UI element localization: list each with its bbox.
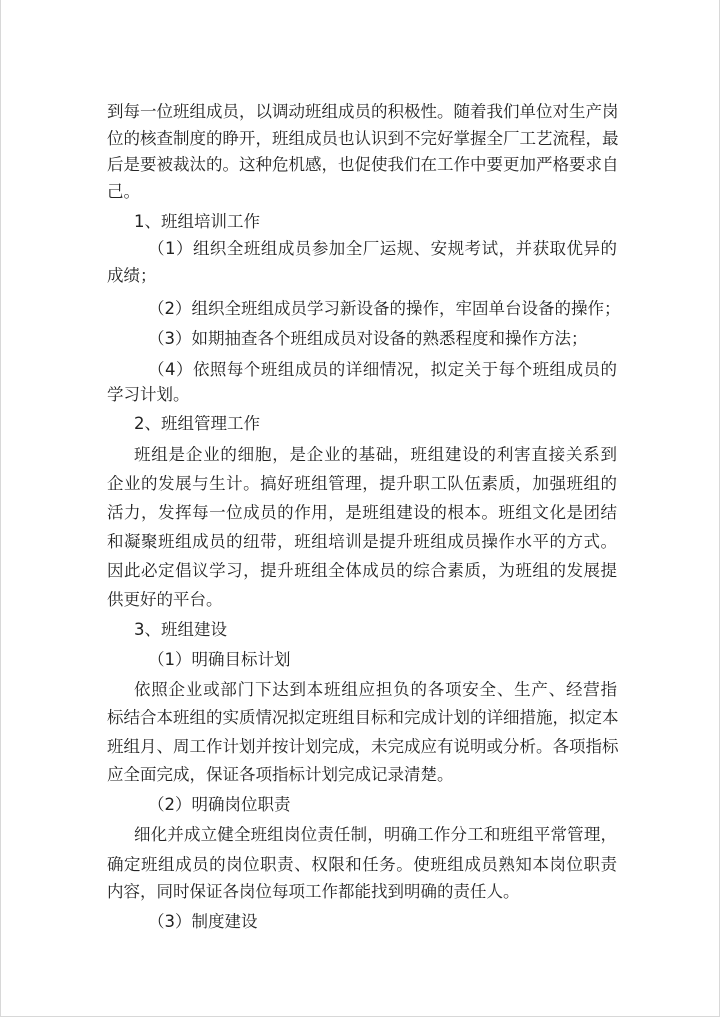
paragraph-line: 标结合本班组的实质情况拟定班组目标和完成计划的详细措施，拟定本 bbox=[107, 708, 619, 727]
paragraph-line: 和凝聚班组成员的纽带，班组培训是提升班组成员操作水平的方式。 bbox=[107, 532, 617, 551]
sub-heading: （1）明确目标计划 bbox=[148, 650, 291, 669]
paragraph-line: 班组月、周工作计划并按计划完成，未完成应有说明或分析。各项指标 bbox=[107, 737, 619, 756]
list-item: （3）如期抽查各个班组成员对设备的熟悉程度和操作方法； bbox=[148, 329, 588, 348]
paragraph-line: 到每一位班组成员，以调动班组成员的积极性。随着我们单位对生产岗 bbox=[107, 102, 619, 121]
paragraph-line: 细化并成立健全班组岗位责任制，明确工作分工和班组平常管理， bbox=[134, 825, 617, 844]
sub-heading: （2）明确岗位职责 bbox=[148, 795, 291, 814]
sub-heading: （3）制度建设 bbox=[148, 912, 258, 931]
paragraph-line: 依照企业或部门下达到本班组应担负的各项安全、生产、经营指 bbox=[134, 680, 617, 699]
list-item: （4）依照每个班组成员的详细情况，拟定关于每个班组成员的 bbox=[148, 360, 617, 379]
section-heading-2: 2、班组管理工作 bbox=[134, 414, 260, 433]
paragraph-line: 内容，同时保证各岗位每项工作都能找到明确的责任人。 bbox=[107, 882, 520, 901]
paragraph-line: 后是要被裁汰的。这种危机感，也促使我们在工作中要更加严格要求自 bbox=[107, 155, 619, 174]
paragraph-line: 确定班组成员的岗位职责、权限和任务。使班组成员熟知本岗位职责 bbox=[107, 855, 617, 874]
paragraph-line: 班组是企业的细胞，是企业的基础，班组建设的利害直接关系到 bbox=[134, 445, 617, 464]
paragraph-line: 应全面完成，保证各项指标计划完成记录清楚。 bbox=[107, 765, 454, 784]
paragraph-line: 因此必定倡议学习，提升班组全体成员的综合素质，为班组的发展提 bbox=[107, 561, 617, 580]
paragraph-line: 己。 bbox=[107, 182, 140, 201]
paragraph-line: 活力，发挥每一位成员的作用，是班组建设的根本。班组文化是团结 bbox=[107, 503, 617, 522]
list-item: （1）组织全班组成员参加全厂运规、安规考试，并获取优异的 bbox=[148, 239, 617, 258]
list-item: （2）组织全班组成员学习新设备的操作，牢固单台设备的操作； bbox=[148, 299, 621, 318]
section-heading-1: 1、班组培训工作 bbox=[134, 212, 260, 231]
paragraph-line: 供更好的平台。 bbox=[107, 590, 223, 609]
paragraph-line: 位的核查制度的睁开，班组成员也认识到不完好掌握全厂工艺流程，最 bbox=[107, 129, 619, 148]
paragraph-line: 企业的发展与生计。搞好班组管理，提升职工队伍素质，加强班组的 bbox=[107, 474, 617, 493]
section-heading-3: 3、班组建设 bbox=[134, 620, 227, 639]
paragraph-line: 成绩； bbox=[107, 266, 157, 285]
paragraph-line: 学习计划。 bbox=[107, 385, 190, 404]
